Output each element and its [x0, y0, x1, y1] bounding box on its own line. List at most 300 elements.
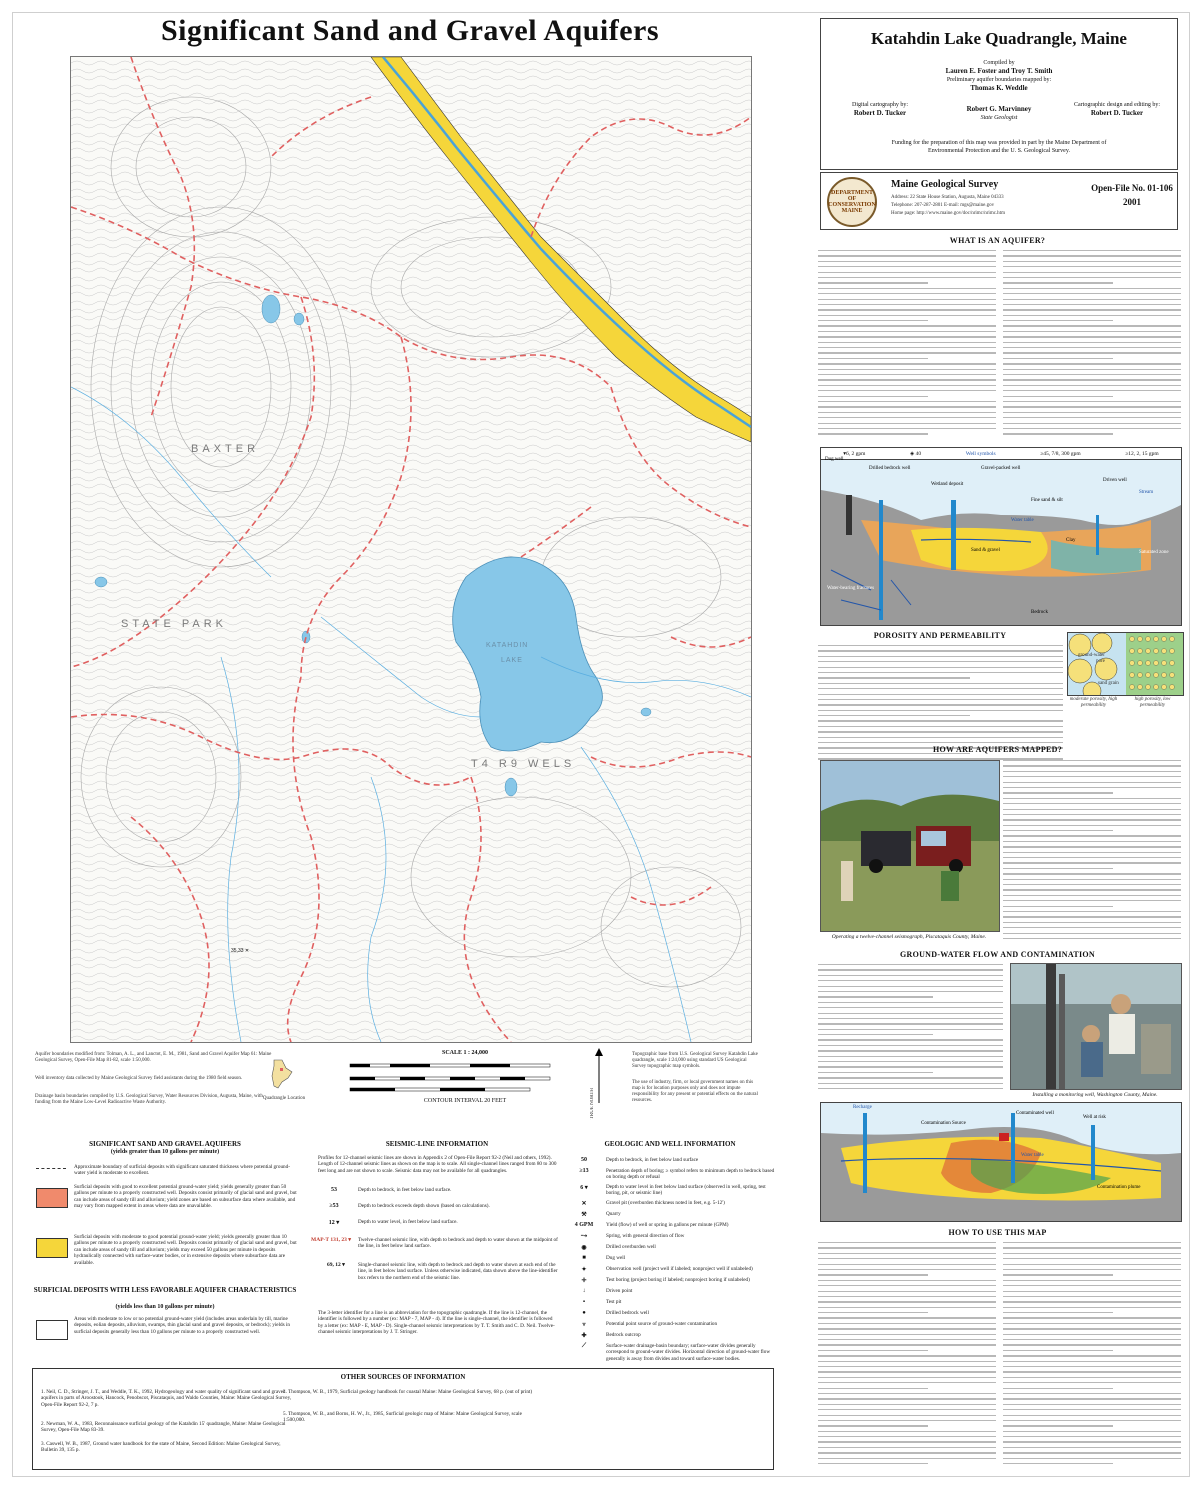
label-pore: pore: [1096, 659, 1105, 664]
label-lake: LAKE: [501, 657, 523, 664]
text-line: [1003, 342, 1181, 343]
text-line: [818, 1088, 1003, 1089]
text-line: [1003, 1425, 1113, 1426]
text-line: [1003, 369, 1181, 370]
text-line: [1003, 358, 1113, 359]
text-line: [1003, 385, 1181, 386]
text-line: [818, 1447, 996, 1448]
seismic-sym-3: MAP-T 131, 23 ▾: [311, 1237, 351, 1243]
text-line: [818, 1339, 996, 1340]
text-line: [1003, 927, 1181, 928]
text-line: [818, 1061, 1003, 1062]
text-line: [818, 672, 1063, 673]
text-line: [818, 1045, 1003, 1046]
text-line: [1003, 1269, 1181, 1270]
text-line: [1003, 406, 1181, 407]
geo-symbol-1: ≥13: [579, 1168, 589, 1174]
text-line: [818, 720, 1063, 721]
text-line: [1003, 363, 1181, 364]
text-line: [818, 406, 996, 407]
text-line: [1003, 315, 1181, 316]
legend-moderate-yield-swatch: [36, 1238, 68, 1258]
text-line: [1003, 304, 1181, 305]
text-line: [818, 352, 996, 353]
label-sand-grain: sand grain: [1098, 681, 1119, 686]
legend-less-text: Areas with moderate to low or no potential ground-water yield (includes areas underlain by till, marine deposits, eolian deposits, alluvium, swamps, thin glacial sand and gravel deposits, or bedrock); yields in surficial deposits generally less than 10 gallons per minute to a properly constructed well.: [74, 1316, 290, 1335]
text-line: [1003, 900, 1181, 901]
text-line: [818, 1317, 996, 1318]
seismic-intro: Profiles for 12-channel seismic lines are shown in Appendix 2 of Open-File Report 92-2 (Neil and others, 1992). Length of 12-channel seismic lines as shown on the map is to scale. All single-channel lines ranged from 80 to 300 feet long and are not shown to scale. Seismic data may not be available for all quadrangles.: [318, 1155, 557, 1174]
survey-block: [820, 172, 1178, 230]
text-line: [1003, 1285, 1181, 1286]
drainage-note: Drainage basin boundaries compiled by U.S. Geological Survey, Water Resources Division, Augusta, Maine, with funding from the Maine Low-Level Radioactive Waste Authority.: [35, 1094, 263, 1105]
well-symbol-0: ▾6, 2 gpm: [843, 451, 866, 457]
text-line: [1003, 1377, 1181, 1378]
label-state-park: STATE PARK: [121, 618, 228, 630]
text-line: [1003, 412, 1181, 413]
text-line: [818, 288, 996, 289]
compiled-label: Compiled by: [983, 60, 1015, 66]
text-line: [1003, 266, 1181, 267]
gravel-pit-label: 35,33 ✕: [231, 948, 250, 954]
text-line: [1003, 1296, 1181, 1297]
prelim-by: Thomas K. Weddle: [970, 84, 1028, 92]
text-line: [1003, 255, 1181, 256]
label-katahdin: KATAHDIN: [486, 642, 529, 649]
text-line: [818, 320, 928, 321]
text-line: [818, 1431, 996, 1432]
label-saturated-zone: Saturated zone: [1139, 550, 1169, 555]
well-symbol-2: ≥45, 7/8, 300 gpm: [1040, 451, 1081, 457]
label-recharge: Recharge: [853, 1105, 872, 1110]
legend-good-yield-text: Surficial deposits with good to excellent potential ground-water yield; yields generally greater than 50 gallons per minute to a properly constructed well. Deposits consist primarily of glacial sand and gravel, but can include areas of sandy till and alluvium; yield zones are based on subsurface data where available, and may vary from mapped extent in areas where data are unavailable.: [74, 1184, 297, 1210]
text-line: [818, 650, 1063, 651]
use-text-left: [818, 1242, 996, 1467]
geo-symbol-14: ▿: [582, 1322, 586, 1328]
text-line: [818, 412, 996, 413]
text-line: [818, 737, 1063, 738]
use-text-right: [1003, 1242, 1181, 1467]
label-contamination-plume: Contamination plume: [1097, 1185, 1141, 1190]
text-line: [1003, 884, 1181, 885]
text-line: [1003, 776, 1181, 777]
text-line: [818, 1436, 996, 1437]
design-by: Robert D. Tucker: [1090, 109, 1144, 117]
source-3: 3. Caswell, W. B., 1987, Ground water handbook for the state of Maine, Second Edition: Maine Geological Survey, Bulletin 39, 135 p.: [41, 1441, 281, 1454]
text-line: [1003, 1441, 1181, 1442]
text-line: [1003, 873, 1181, 874]
geo-text-11: Driven point: [606, 1288, 633, 1294]
text-line: [818, 1023, 1003, 1024]
porosity-diagram: [1067, 632, 1184, 696]
label-clay: Clay: [1066, 538, 1076, 543]
text-line: [818, 710, 1063, 711]
text-line: [818, 379, 996, 380]
geo-symbol-7: ◉: [581, 1245, 587, 1251]
legend-less-subtitle: (yields less than 10 gallons per minute): [115, 1304, 215, 1310]
text-line: [818, 1018, 1003, 1019]
text-line: [818, 266, 996, 267]
seismic-sym-1: ≥53: [329, 1203, 339, 1209]
text-line: [818, 980, 1003, 981]
text-line: [818, 667, 1063, 668]
label-water-table: Water table: [1011, 518, 1034, 523]
text-line: [1003, 331, 1181, 332]
geo-symbol-12: ▪: [582, 1299, 586, 1305]
text-line: [818, 1458, 996, 1459]
text-line: [1003, 417, 1181, 418]
seismic-text-2: Depth to water level, in feet below land surface.: [358, 1219, 458, 1225]
seismic-text-1: Depth to bedrock exceeds depth shown (based on calculations).: [358, 1203, 490, 1209]
open-file-number: Open-File No. 01-106: [1091, 183, 1173, 193]
monitoring-well-photo: [1010, 963, 1182, 1090]
survey-telephone: Telephone: 207-287-2801 E-mail: mgs@maine.gov: [891, 203, 995, 208]
title-block: [820, 18, 1178, 170]
text-line: [1003, 1323, 1181, 1324]
mapped-section-title: HOW ARE AQUIFERS MAPPED?: [932, 745, 1063, 754]
text-line: [818, 1398, 996, 1399]
aquifer-text-left: [818, 250, 996, 440]
text-line: [1003, 792, 1113, 793]
text-line: [1003, 825, 1181, 826]
text-line: [1003, 819, 1181, 820]
label-contaminated-well: Contaminated well: [1016, 1111, 1054, 1116]
text-line: [818, 1056, 1003, 1057]
text-line: [1003, 868, 1113, 869]
text-line: [818, 694, 1063, 695]
text-line: [1003, 299, 1181, 300]
geo-text-12: Test pit: [606, 1299, 622, 1305]
text-line: [1003, 250, 1181, 251]
text-line: [818, 656, 1063, 657]
text-line: [818, 645, 1063, 646]
text-line: [1003, 906, 1113, 907]
text-line: [1003, 803, 1181, 804]
text-line: [818, 363, 996, 364]
text-line: [818, 1269, 996, 1270]
text-line: [818, 401, 996, 402]
text-line: [818, 1291, 996, 1292]
text-line: [1003, 879, 1181, 880]
text-line: [818, 433, 928, 434]
text-line: [818, 742, 1063, 743]
text-line: [1003, 1452, 1181, 1453]
scale-bars: [330, 1060, 600, 1096]
topo-base-note: Topographic base from U.S. Geological Survey Katahdin Lake quadrangle, scale 1:24,000 using standard US Geological Survey topographic map symbols.: [632, 1052, 758, 1069]
label-wetland-deposit: Wetland deposit: [931, 482, 964, 487]
text-line: [818, 1425, 928, 1426]
geo-symbol-5: 4 GPM: [574, 1222, 594, 1228]
text-line: [818, 1441, 996, 1442]
text-line: [818, 969, 1003, 970]
text-line: [818, 1280, 996, 1281]
scale-label: SCALE 1 : 24,000: [441, 1050, 488, 1056]
text-line: [1003, 374, 1181, 375]
source-4: 4. Thompson, W. B., 1979, Surficial geology handbook for coastal Maine: Maine Geological Survey, 68 p. (out of print): [283, 1389, 533, 1395]
geo-symbol-0: 50: [581, 1157, 587, 1163]
geo-symbol-3: ✕: [581, 1201, 587, 1207]
text-line: [1003, 852, 1181, 853]
flow-text: [818, 964, 1003, 1089]
seismic-text-0: Depth to bedrock, in feet below land surface.: [358, 1187, 452, 1193]
text-line: [818, 688, 1063, 689]
text-line: [818, 1328, 996, 1329]
maine-locator-map: [264, 1058, 296, 1090]
other-sources-title: OTHER SOURCES OF INFORMATION: [340, 1373, 466, 1381]
source-2: 2. Newman, W. A., 1983, Reconnaissance surficial geology of the Katahdin 15' quadrangle, Maine: Maine Geological Survey, Open-File Map 83-39.: [41, 1421, 286, 1434]
seismic-title: SEISMIC-LINE INFORMATION: [385, 1140, 489, 1148]
text-line: [1003, 830, 1113, 831]
text-line: [1003, 1280, 1181, 1281]
legend-aquifers-title: SIGNIFICANT SAND AND GRAVEL AQUIFERS: [89, 1140, 241, 1148]
text-line: [818, 369, 996, 370]
text-line: [818, 1388, 928, 1389]
aquifer-cross-section-diagram: [820, 459, 1182, 626]
geo-text-4: Quarry: [606, 1211, 621, 1217]
seismic-sym-2: 12 ▾: [328, 1220, 340, 1226]
text-line: [818, 1452, 996, 1453]
monitoring-well-caption: Installing a monitoring well, Washington County, Maine.: [1032, 1092, 1158, 1098]
other-sources-box: [32, 1368, 774, 1470]
text-line: [818, 1355, 996, 1356]
well-symbol-3: ≥12, 2, 15 gpm: [1125, 451, 1159, 457]
text-line: [1003, 814, 1181, 815]
text-line: [1003, 288, 1181, 289]
text-line: [818, 683, 1063, 684]
text-line: [818, 1002, 1003, 1003]
text-line: [1003, 396, 1113, 397]
text-line: [1003, 1388, 1113, 1389]
text-line: [1003, 798, 1181, 799]
text-line: [818, 390, 996, 391]
text-line: [1003, 433, 1113, 434]
porosity-text: [818, 645, 1063, 760]
geo-text-15: Bedrock outcrop: [606, 1332, 641, 1338]
text-line: [1003, 1344, 1181, 1345]
geo-text-7: Drilled overburden well: [606, 1244, 656, 1250]
survey-address: Address: 22 State House Station, Augusta, Maine 04333: [891, 195, 1004, 200]
seismic-sym-4: 69, 12 ▾: [327, 1262, 345, 1268]
mapped-text: [1003, 760, 1181, 943]
legend-boundary-text: Approximate boundary of surficial deposits with significant saturated thickness where potential ground-water yield is moderate to excellent.: [74, 1164, 290, 1177]
legend-boundary-line: [36, 1168, 66, 1169]
page-title: Significant Sand and Gravel Aquifers: [160, 14, 660, 47]
seismic-sym-0: 53: [331, 1187, 337, 1193]
text-line: [1003, 401, 1181, 402]
legend-aquifers-subtitle: (yields greater than 10 gallons per minute): [110, 1149, 220, 1155]
text-line: [1003, 1409, 1181, 1410]
label-driven-well: Driven well: [1103, 478, 1127, 483]
text-line: [818, 342, 996, 343]
text-line: [818, 309, 996, 310]
text-line: [818, 1013, 1003, 1014]
text-line: [1003, 1242, 1181, 1243]
seismograph-caption: Operating a twelve-channel seismograph, Piscataquis County, Maine.: [831, 934, 987, 940]
text-line: [818, 1312, 928, 1313]
text-line: [818, 677, 970, 678]
source-5: 5. Thompson, W. B., and Borns, H. W., Jr., 1985, Surficial geologic map of Maine: Maine Geological Survey, scale 1:500,000.: [283, 1411, 522, 1424]
compiled-by: Lauren E. Foster and Troy T. Smith: [945, 67, 1053, 75]
text-line: [818, 1371, 996, 1372]
text-line: [1003, 1420, 1181, 1421]
text-line: [1003, 293, 1181, 294]
text-line: [818, 991, 1003, 992]
label-water-bearing-fractures: Water-bearing fractures: [827, 586, 875, 591]
text-line: [818, 1242, 996, 1243]
text-line: [818, 1007, 1003, 1008]
aquifer-text-right: [1003, 250, 1181, 440]
text-line: [818, 277, 996, 278]
geo-symbol-9: ✦: [581, 1267, 587, 1273]
label-sand-gravel: Sand & gravel: [971, 548, 1000, 553]
geo-text-3: Gravel pit (overburden thickness noted in feet, e.g. 5-12'): [606, 1200, 725, 1206]
text-line: [818, 1029, 1003, 1030]
text-line: [818, 704, 1063, 705]
text-line: [1003, 1339, 1181, 1340]
text-line: [1003, 282, 1113, 283]
text-line: [818, 975, 1003, 976]
text-line: [1003, 1274, 1113, 1275]
text-line: [1003, 1393, 1181, 1394]
label-fine-sand-silt: Fine sand & silt: [1031, 498, 1063, 503]
text-line: [818, 272, 996, 273]
text-line: [818, 1034, 933, 1035]
geo-text-16: Surface-water drainage-basin boundary; surface-water divides generally correspond to ground-water divides. Horizontal direction of ground-water flow generally is away from divides and toward surface-water bodies.: [606, 1343, 771, 1362]
text-line: [1003, 423, 1181, 424]
text-line: [818, 325, 996, 326]
geo-text-1: Penetration depth of boring; ≥ symbol refers to minimum depth to bedrock based on boring depth or refusal: [606, 1168, 775, 1181]
text-line: [818, 1409, 996, 1410]
text-line: [1003, 1307, 1181, 1308]
label-water-table-2: Water table: [1021, 1153, 1044, 1158]
text-line: [818, 1420, 996, 1421]
text-line: [1003, 938, 1181, 939]
text-line: [1003, 1291, 1181, 1292]
text-line: [1003, 911, 1181, 912]
text-line: [818, 661, 1063, 662]
text-line: [1003, 1366, 1181, 1367]
label-drilled-bedrock-well: Drilled bedrock well: [869, 466, 911, 471]
text-line: [1003, 1415, 1181, 1416]
label-well-at-risk: Well at risk: [1083, 1115, 1106, 1120]
text-line: [1003, 835, 1181, 836]
geo-symbol-6: ⤍: [580, 1233, 588, 1239]
text-line: [1003, 325, 1181, 326]
text-line: [818, 731, 1063, 732]
text-line: [818, 255, 996, 256]
text-line: [818, 250, 996, 251]
text-line: [1003, 889, 1181, 890]
aquifer-source-note: Aquifer boundaries modified from: Tolman, A. L., and Lanctot, E. M., 1981, Sand and Gravel Aquifer Map 61: Maine Geological Survey, Open-File Map 81-82, scale 1:50,000.: [35, 1052, 272, 1063]
text-line: [818, 1361, 996, 1362]
text-line: [1003, 1458, 1181, 1459]
geo-text-10: Test boring (project boring if labeled; nonproject boring if unlabeled): [606, 1277, 750, 1283]
geo-symbol-15: ✚: [581, 1333, 587, 1339]
porosity-section-title: POROSITY AND PERMEABILITY: [873, 631, 1007, 640]
open-file-year: 2001: [1123, 197, 1141, 207]
geo-symbol-13: ●: [582, 1310, 586, 1316]
text-line: [818, 293, 996, 294]
geo-symbol-2: 6 ▾: [580, 1185, 588, 1191]
text-line: [1003, 379, 1181, 380]
geo-text-8: Dug well: [606, 1255, 626, 1261]
text-line: [818, 1274, 928, 1275]
text-line: [818, 347, 996, 348]
flow-section-title: GROUND-WATER FLOW AND CONTAMINATION: [899, 950, 1096, 959]
text-line: [1003, 1404, 1181, 1405]
maine-conservation-seal-icon: DEPARTMENT OF CONSERVATION MAINE: [827, 177, 877, 227]
text-line: [1003, 1371, 1181, 1372]
topographic-map[interactable]: [70, 56, 752, 1043]
design-label: Cartographic design and editing by:: [1074, 102, 1160, 108]
label-ground-water: ground-water: [1078, 653, 1105, 658]
geo-symbol-10: ✛: [581, 1278, 587, 1284]
text-line: [1003, 1355, 1181, 1356]
quadrangle-title: Katahdin Lake Quadrangle, Maine: [871, 29, 1127, 48]
text-line: [1003, 320, 1113, 321]
survey-homepage[interactable]: Home page: http://www.maine.gov/doc/nrimc/nrimc.htm: [891, 211, 1005, 216]
text-line: [818, 417, 996, 418]
legend-good-yield-swatch: [36, 1188, 68, 1208]
text-line: [818, 282, 928, 283]
state-geologist-title: State Geologist: [980, 115, 1018, 121]
text-line: [818, 1264, 996, 1265]
label-moderate-porosity: moderate porosity, high permeability: [1069, 697, 1118, 708]
contamination-diagram: [820, 1102, 1182, 1222]
text-line: [1003, 846, 1181, 847]
text-line: [818, 299, 996, 300]
text-line: [818, 1404, 996, 1405]
text-line: [1003, 1328, 1181, 1329]
text-line: [1003, 841, 1181, 842]
text-line: [818, 1366, 996, 1367]
geo-symbol-4: ⚒: [581, 1212, 587, 1218]
seismic-text-4: Single-channel seismic line, with depth to bedrock and depth to water shown at each end of the line, in feet below land surface. Unless otherwise indicated, data shown above the line-identifier box refers to the northern end of the seismic line.: [358, 1262, 558, 1281]
digital-label: Digital cartography by:: [852, 102, 908, 108]
text-line: [818, 1344, 996, 1345]
prelim-label: Preliminary aquifer boundaries mapped by:: [946, 77, 1052, 83]
text-line: [1003, 771, 1181, 772]
text-line: [818, 726, 1063, 727]
text-line: [818, 1296, 996, 1297]
text-line: [1003, 1361, 1181, 1362]
seismic-footnote: The 3-letter identifier for a line is an abbreviation for the topographic quadrangle. If the line is 12-channel, the identifier is followed by a number (ex: MAP - 7, MAP - 4). If the line is single-channel, the identifier is followed by a letter (ex: MAP - E, MAP - D). Single-channel seismic interpretations by T. T. Smith and C. D. Neil. Twelve-channel seismic interpretations by J. T. Stringer.: [318, 1310, 555, 1336]
text-line: [1003, 760, 1181, 761]
label-t4-r9: T4 R9 WELS: [471, 758, 576, 770]
text-line: [1003, 1253, 1181, 1254]
text-line: [818, 1350, 928, 1351]
text-line: [1003, 1334, 1181, 1335]
text-line: [1003, 787, 1181, 788]
text-line: [1003, 309, 1181, 310]
text-line: [818, 374, 996, 375]
survey-name: Maine Geological Survey: [891, 179, 999, 190]
text-line: [1003, 1463, 1113, 1464]
geo-info-title: GEOLOGIC AND WELL INFORMATION: [604, 1140, 736, 1148]
text-line: [818, 1050, 1003, 1051]
text-line: [818, 996, 933, 997]
text-line: [818, 385, 996, 386]
text-line: [1003, 1264, 1181, 1265]
text-line: [1003, 765, 1181, 766]
well-symbol-1: ◈ 40: [910, 451, 922, 457]
well-data-note: Well inventory data collected by Maine Geological Survey field assistants during the 1980 field season.: [35, 1076, 243, 1081]
text-line: [1003, 782, 1181, 783]
text-line: [1003, 1247, 1181, 1248]
text-line: [818, 315, 996, 316]
text-line: [818, 396, 928, 397]
text-line: [818, 1258, 996, 1259]
